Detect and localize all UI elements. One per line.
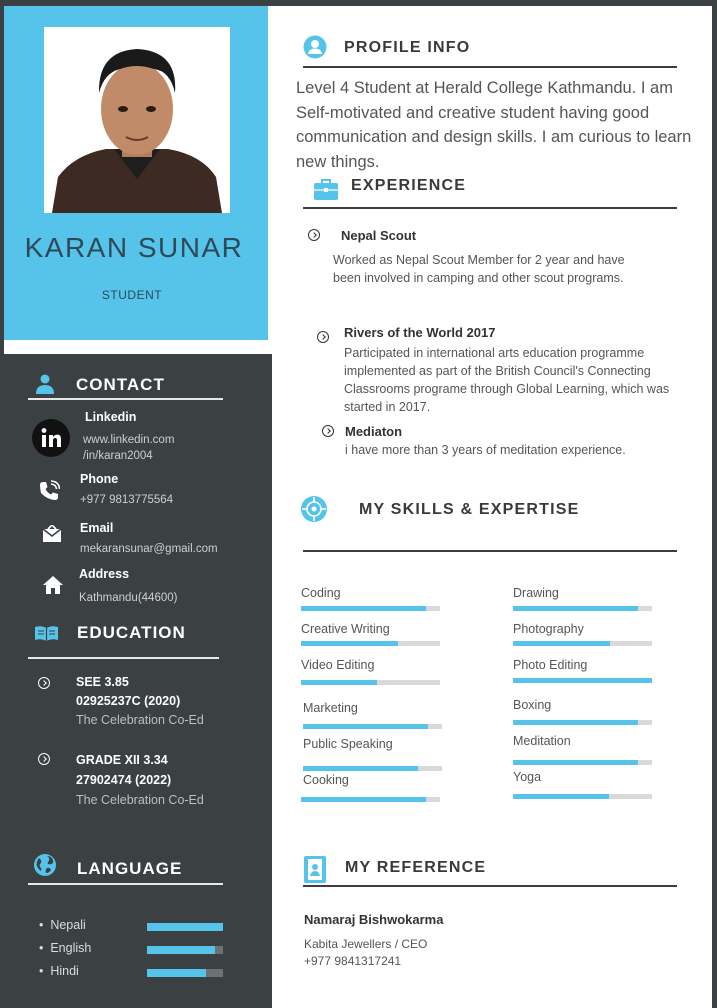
language-divider	[28, 883, 223, 885]
language-level-fill	[147, 969, 206, 977]
skill-label: Yoga	[513, 770, 542, 784]
email-label: Email	[80, 521, 114, 535]
education-item-school: The Celebration Co-Ed	[76, 793, 204, 807]
linkedin-url-line2[interactable]: /in/karan2004	[83, 450, 153, 462]
language-item: • English	[39, 941, 92, 955]
address-value: Kathmandu(44600)	[79, 592, 178, 604]
skill-level-bar	[513, 641, 652, 646]
skill-level-fill	[513, 794, 609, 799]
linkedin-url-line1[interactable]: www.linkedin.com	[83, 434, 175, 446]
linkedin-label: Linkedin	[85, 410, 137, 424]
education-item-title: GRADE XII 3.34	[76, 753, 168, 767]
target-icon	[300, 495, 328, 523]
skill-level-bar	[513, 794, 652, 799]
language-level-fill	[147, 946, 215, 954]
education-item-school: The Celebration Co-Ed	[76, 713, 204, 727]
profile-icon	[303, 35, 327, 59]
phone-value[interactable]: +977 9813775564	[80, 494, 174, 506]
language-item: • Hindi	[39, 964, 79, 978]
skill-label: Drawing	[513, 586, 559, 600]
skill-level-fill	[303, 724, 428, 729]
skill-level-bar	[513, 606, 652, 611]
profile-photo	[44, 27, 230, 213]
reference-name: Namaraj Bishwokarma	[304, 912, 444, 927]
skill-label: Photo Editing	[513, 658, 588, 672]
right-border	[712, 0, 717, 1008]
person-role: STUDENT	[101, 288, 163, 302]
skill-level-fill	[513, 720, 638, 725]
skill-label: Meditation	[513, 734, 571, 748]
skill-level-fill	[513, 606, 638, 611]
experience-title: Rivers of the World 2017	[344, 325, 496, 340]
chevron-circle-icon	[308, 229, 320, 241]
skill-label: Marketing	[303, 701, 358, 715]
language-level-bar	[147, 923, 223, 931]
phone-icon	[38, 480, 60, 502]
education-divider	[28, 657, 219, 659]
sidebar	[4, 354, 272, 1008]
linkedin-icon[interactable]	[31, 418, 71, 458]
profile-heading: PROFILE INFO	[344, 39, 471, 56]
language-label: Nepali	[50, 918, 86, 932]
experience-description: Participated in international arts education programme implemented as part of the British Council's Connecting Classrooms programe through Global Learning, which was started in 2017.	[344, 346, 670, 414]
experience-title: Nepal Scout	[341, 228, 417, 243]
skill-level-fill	[513, 678, 652, 683]
chevron-circle-icon	[38, 677, 50, 689]
globe-icon	[33, 853, 57, 877]
skill-level-bar	[301, 680, 440, 685]
experience-description: Worked as Nepal Scout Member for 2 year and have been involved in camping and other scout programs.	[333, 253, 625, 285]
skill-level-bar	[303, 724, 442, 729]
skill-label: Photography	[513, 622, 584, 636]
profile-text: Level 4 Student at Herald College Kathmandu. I am Self-motivated and creative student having good communication and design skills. I am curious to learn new things.	[296, 79, 692, 171]
language-level-bar	[147, 969, 223, 977]
contact-divider	[28, 398, 223, 400]
experience-description: i have more than 3 years of meditation experience.	[345, 443, 626, 457]
skill-level-fill	[513, 641, 610, 646]
header-panel	[4, 6, 268, 340]
chevron-circle-icon	[317, 331, 329, 343]
education-item-code: 27902474 (2022)	[76, 773, 172, 787]
phone-label: Phone	[80, 472, 119, 486]
skill-label: Public Speaking	[303, 737, 393, 751]
language-label: English	[50, 941, 92, 955]
email-icon	[42, 525, 62, 543]
reference-divider	[303, 885, 677, 887]
skill-level-bar	[303, 766, 442, 771]
chevron-circle-icon	[322, 425, 334, 437]
skill-level-bar	[301, 641, 440, 646]
chevron-circle-icon	[38, 753, 50, 765]
reference-phone[interactable]: +977 9841317241	[304, 954, 402, 968]
language-level-bar	[147, 946, 223, 954]
skills-heading: MY SKILLS & EXPERTISE	[359, 501, 580, 518]
language-label: Hindi	[50, 964, 79, 978]
skill-level-bar	[301, 797, 440, 802]
language-level-fill	[147, 923, 223, 931]
briefcase-icon	[314, 178, 338, 200]
contact-heading: CONTACT	[76, 375, 165, 394]
person-name: KARAN SUNAR	[24, 232, 244, 263]
home-icon	[42, 575, 64, 595]
email-value[interactable]: mekaransunar@gmail.com	[80, 543, 218, 555]
address-label: Address	[79, 567, 130, 581]
skills-divider	[303, 550, 677, 552]
skill-label: Coding	[301, 586, 341, 600]
reference-company: Kabita Jewellers / CEO	[304, 937, 428, 951]
experience-title: Mediaton	[345, 424, 403, 439]
book-icon	[34, 625, 59, 641]
education-item-title: SEE 3.85	[76, 675, 129, 689]
skill-level-fill	[513, 760, 638, 765]
experience-divider	[303, 207, 677, 209]
education-heading: EDUCATION	[77, 623, 186, 642]
skill-level-bar	[301, 606, 440, 611]
skill-level-fill	[301, 641, 398, 646]
skill-level-bar	[513, 678, 652, 683]
skill-level-fill	[301, 606, 426, 611]
skill-label: Creative Writing	[301, 622, 390, 636]
reference-heading: MY REFERENCE	[345, 859, 487, 876]
language-item: • Nepali	[39, 918, 86, 932]
education-item-code: 02925237C (2020)	[76, 694, 181, 708]
skill-label: Cooking	[303, 773, 349, 787]
skill-level-fill	[303, 766, 418, 771]
person-icon	[36, 374, 54, 394]
contact-card-icon	[304, 856, 326, 883]
experience-heading: EXPERIENCE	[351, 177, 467, 194]
language-heading: LANGUAGE	[77, 859, 183, 878]
skill-label: Video Editing	[301, 658, 375, 672]
profile-divider	[303, 66, 677, 68]
skill-level-bar	[513, 760, 652, 765]
skill-level-fill	[301, 680, 377, 685]
skill-level-fill	[301, 797, 426, 802]
skill-level-bar	[513, 720, 652, 725]
skill-label: Boxing	[513, 698, 552, 712]
